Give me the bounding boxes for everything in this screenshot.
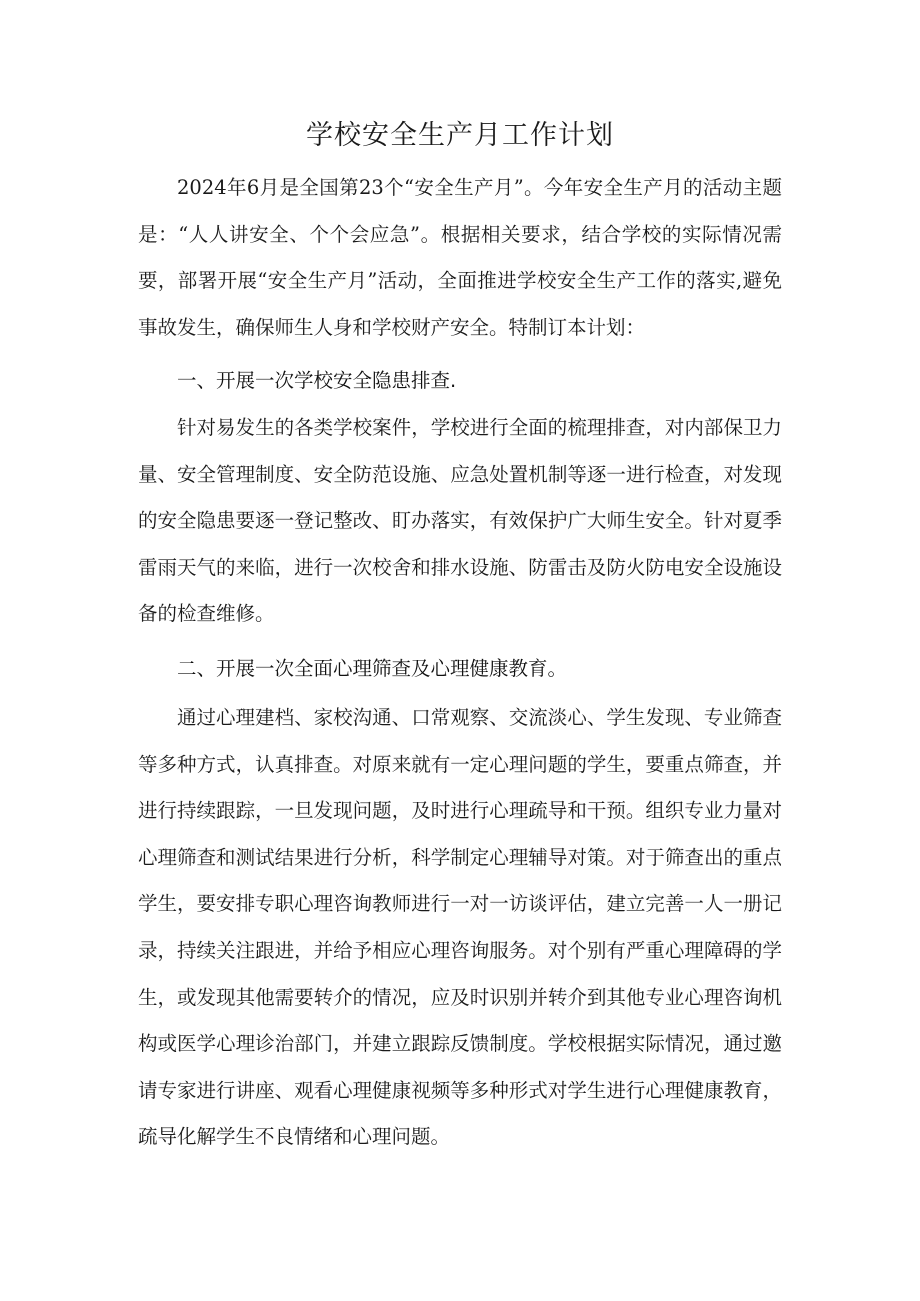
section-1-body: 针对易发生的各类学校案件，学校进行全面的梳理排查，对内部保卫力量、安全管理制度、安全防范设施、应急处置机制等逐一进行检查，对发现的安全隐患要逐一登记整改、盯办落实，有效保护广大师生安全。针对夏季雷雨天气的来临，进行一次校舍和排水设施、防雷击及防火防电安全设施设备的检查维修。	[138, 416, 782, 626]
section-2-heading: 二、开展一次全面心理筛查及心理健康教育。	[177, 657, 568, 680]
section-2-body: 通过心理建档、家校沟通、口常观察、交流淡心、学生发现、专业筛查等多种方式，认真排查。对原来就有一定心理问题的学生，要重点筛查，并进行持续跟踪，一旦发现问题，及时进行心理疏导和干预。组织专业力量对心理筛查和测试结果进行分析，科学制定心理辅导对策。对于筛查出的重点学生，要安排专职心理咨询教师进行一对一访谈评估，建立完善一人一册记录，持续关注跟进，并给予相应心理咨询服务。对个别有严重心理障碍的学生，或发现其他需要转介的情况，应及时识别并转介到其他专业心理咨询机构或医学心理诊治部门，并建立跟踪反馈制度。学校根据实际情况，通过邀请专家进行讲座、观看心理健康视频等多种形式对学生进行心理健康教育，疏导化解学生不良情绪和心理问题。	[138, 706, 782, 1149]
intro-paragraph: 2024年6月是全国第23个“安全生产月”。今年安全生产月的活动主题是：“人人讲安全、个个会应急”。根据相关要求，结合学校的实际情况需要，部署开展“安全生产月”活动，全面推进学校安全生产工作的落实,避免事故发生，确保师生人身和学校财产安全。特制订本计划：	[138, 176, 782, 339]
document-title: 学校安全生产月工作计划	[306, 120, 614, 151]
section-1-heading: 一、开展一次学校安全隐患排查.	[177, 369, 457, 392]
